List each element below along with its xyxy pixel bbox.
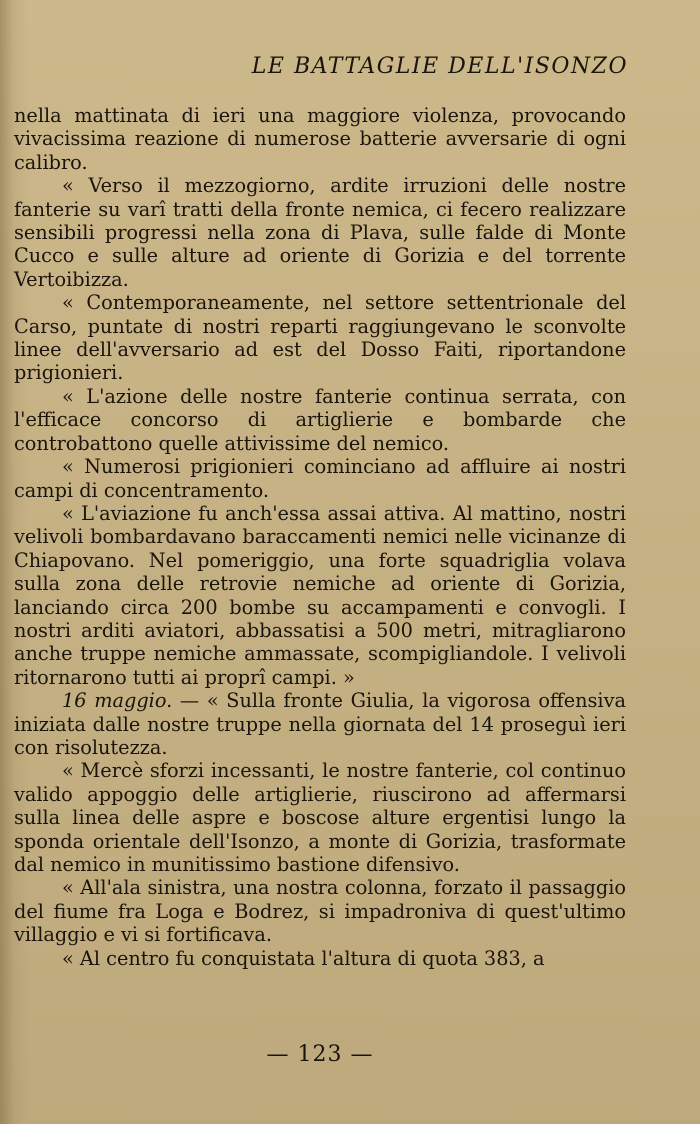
date-label: 16 maggio. (62, 689, 173, 713)
page-number: — 123 — (266, 1042, 374, 1067)
dated-paragraph (14, 689, 626, 759)
body-text (14, 104, 626, 970)
paragraph: « Verso il mezzogiorno, ardite irruzioni delle nostre fanterie su varî tratti della fronte nemica, ci fecero realizzare sensibili progressi nella zona di Plava, sulle falde di Monte Cucco e sulle alture ad oriente di Gorizia e del torrente Vertoibizza. (14, 174, 626, 291)
paragraph: « L'azione delle nostre fanterie continua serrata, con l'efficace concorso di artiglierie e bombarde che controbattono quelle attivissime del nemico. (14, 384, 626, 455)
paragraph: « Mercè sforzi incessanti, le nostre fanterie, col continuo valido appoggio delle artiglierie, riuscirono ad affermarsi sulla linea delle aspre e boscose alture ergentisi lungo la sponda orientale dell'Isonzo, a monte di Gorizia, trasformate dal nemico in munitissimo bastione difensivo. (14, 759, 626, 876)
paragraph: « All'ala sinistra, una nostra colonna, forzato il passaggio del fiume fra Loga e Bodrez, si impadroniva di quest'ultimo villaggio e vi si fortificava. (14, 876, 626, 947)
paragraph: « Contemporaneamente, nel settore settentrionale del Carso, puntate di nostri reparti raggiungevano le sconvolte linee dell'avversario ad est del Dosso Faiti, riportandone prigionieri. (14, 291, 626, 385)
paragraph: « Al centro fu conquistata l'altura di quota 383, a (62, 946, 545, 970)
paragraph-text: — « Sulla fronte Giulia, la vigorosa offensiva iniziata dalle nostre truppe nella giornata del 14 proseguì ieri con risolutezza. (14, 689, 626, 759)
paragraph: nella mattinata di ieri una maggiore violenza, provocando vivacissima reazione di numerose batterie avversarie di ogni calibro. (14, 104, 626, 174)
running-head: LE BATTAGLIE DELL'ISONZO (251, 54, 628, 79)
paragraph: « L'aviazione fu anch'essa assai attiva. Al mattino, nostri velivoli bombardavano baraccamenti nemici nelle vicinanze di Chiapovano. Nel pomeriggio, una forte squadriglia volava sulla zona delle retrovie nemiche ad oriente di Gorizia, lanciando circa 200 bombe su accampamenti e convogli. I nostri arditi aviatori, abbassatisi a 500 metri, mitragliarono anche truppe nemiche ammassate, scompigliandole. I velivoli ritornarono tutti ai proprî campi. » (14, 501, 626, 689)
paragraph: « Numerosi prigionieri cominciano ad affluire ai nostri campi di concentramento. (14, 455, 626, 502)
